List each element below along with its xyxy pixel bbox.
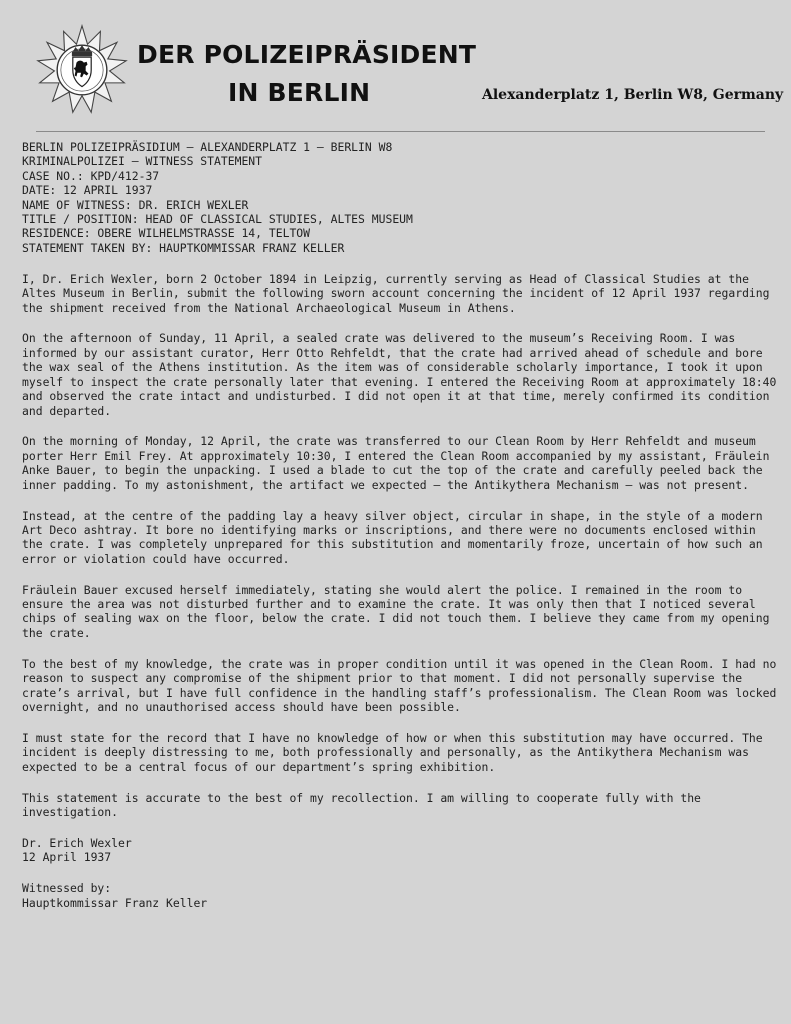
witnessed-by-name: Hauptkommissar Franz Keller — [22, 895, 208, 910]
signature-name: Dr. Erich Wexler — [22, 835, 132, 850]
statement-document — [22, 140, 782, 927]
statement-paragraph: On the morning of Monday, 12 April, the crate was transferred to our Clean Room by Herr Rehfeldt and museum porter Herr Emil Frey. At approximately 10:30, I entered the Clean Room accompanied by my assistant, Fräulein Anke Bauer, to begin the unpacking. I used a blade to cut the top of the crate and carefully peeled back the inner padding. To my astonishment, the artifact we expected — the Antikythera Mechanism — was not present. — [22, 434, 770, 492]
header-line: BERLIN POLIZEIPRÄSIDIUM – ALEXANDERPLATZ 1 – BERLIN W8 — [22, 140, 393, 154]
statement-paragraph: Fräulein Bauer excused herself immediately, stating she would alert the police. I remained in the room to ensure the area was not disturbed further and to examine the crate. It was only then that I noticed several chips of sealing wax on the floor, below the crate. I did not touch them. I believe they came from my opening the crate. — [22, 582, 770, 640]
header-line: RESIDENCE: OBERE WILHELMSTRASSE 14, TELTOW — [22, 226, 311, 241]
agency-name-line2: IN BERLIN — [228, 78, 371, 107]
header-line: TITLE / POSITION: HEAD OF CLASSICAL STUDIES, ALTES MUSEUM — [22, 212, 413, 227]
header-line: CASE NO.: KPD/412-37 — [22, 168, 160, 183]
signature-date: 12 April 1937 — [22, 850, 112, 865]
statement-paragraph: I, Dr. Erich Wexler, born 2 October 1894 in Leipzig, currently serving as Head of Classical Studies at the Altes Museum in Berlin, submit the following sworn account concerning the incident of 12 April 1937 regarding the shipment received from the National Archaeological Museum in Athens. — [22, 271, 770, 315]
agency-name-line1: DER POLIZEIPRÄSIDENT — [137, 40, 477, 69]
case-header — [22, 140, 782, 255]
berlin-police-star-bear-icon — [34, 24, 130, 116]
witness-signature — [22, 836, 782, 865]
statement-paragraph: On the afternoon of Sunday, 11 April, a sealed crate was delivered to the museum’s Receiving Room. I was informed by our assistant curator, Herr Otto Rehfeldt, that the crate had arrived ahead of schedule and bore the wax seal of the Athens institution. As the item was of considerable scholarly importance, I took it upon myself to inspect the crate personally later that evening. I entered the Receiving Room at approximately 18:40 and observed the crate intact and undisturbed. I did not open it at that time, merely confirmed its condition and departed. — [22, 331, 777, 418]
witnessed-by-label: Witnessed by: — [22, 881, 112, 896]
header-line: STATEMENT TAKEN BY: HAUPTKOMMISSAR FRANZ KELLER — [22, 240, 345, 255]
header-line: DATE: 12 APRIL 1937 — [22, 183, 153, 198]
letterhead-divider — [36, 131, 765, 132]
header-line: KRIMINALPOLIZEI – WITNESS STATEMENT — [22, 154, 263, 169]
statement-paragraph: Instead, at the centre of the padding lay a heavy silver object, circular in shape, in the style of a modern Art Deco ashtray. It bore no identifying marks or inscriptions, and there were no documents enclosed within the crate. I was completely unprepared for this substitution and momentarily froze, uncertain of how such an error or violation could have occurred. — [22, 508, 763, 566]
header-line: NAME OF WITNESS: DR. ERICH WEXLER — [22, 197, 249, 212]
statement-paragraph: To the best of my knowledge, the crate was in proper condition until it was opened in the Clean Room. I had no reason to suspect any compromise of the shipment prior to that moment. I did not personally supervise the crate’s arrival, but I have full confidence in the handling staff’s professionalism. The Clean Room was locked overnight, and no unauthorised access should have been possible. — [22, 656, 777, 714]
witnessed-by-block — [22, 881, 782, 910]
agency-address: Alexanderplatz 1, Berlin W8, Germany — [482, 87, 784, 103]
letterhead — [0, 0, 791, 125]
statement-paragraph: I must state for the record that I have no knowledge of how or when this substitution may have occurred. The incident is deeply distressing to me, both professionally and personally, as the Antikythera Mechanism was expected to be a central focus of our department’s spring exhibition. — [22, 730, 763, 774]
statement-paragraph: This statement is accurate to the best of my recollection. I am willing to cooperate fully with the investigation. — [22, 790, 701, 820]
